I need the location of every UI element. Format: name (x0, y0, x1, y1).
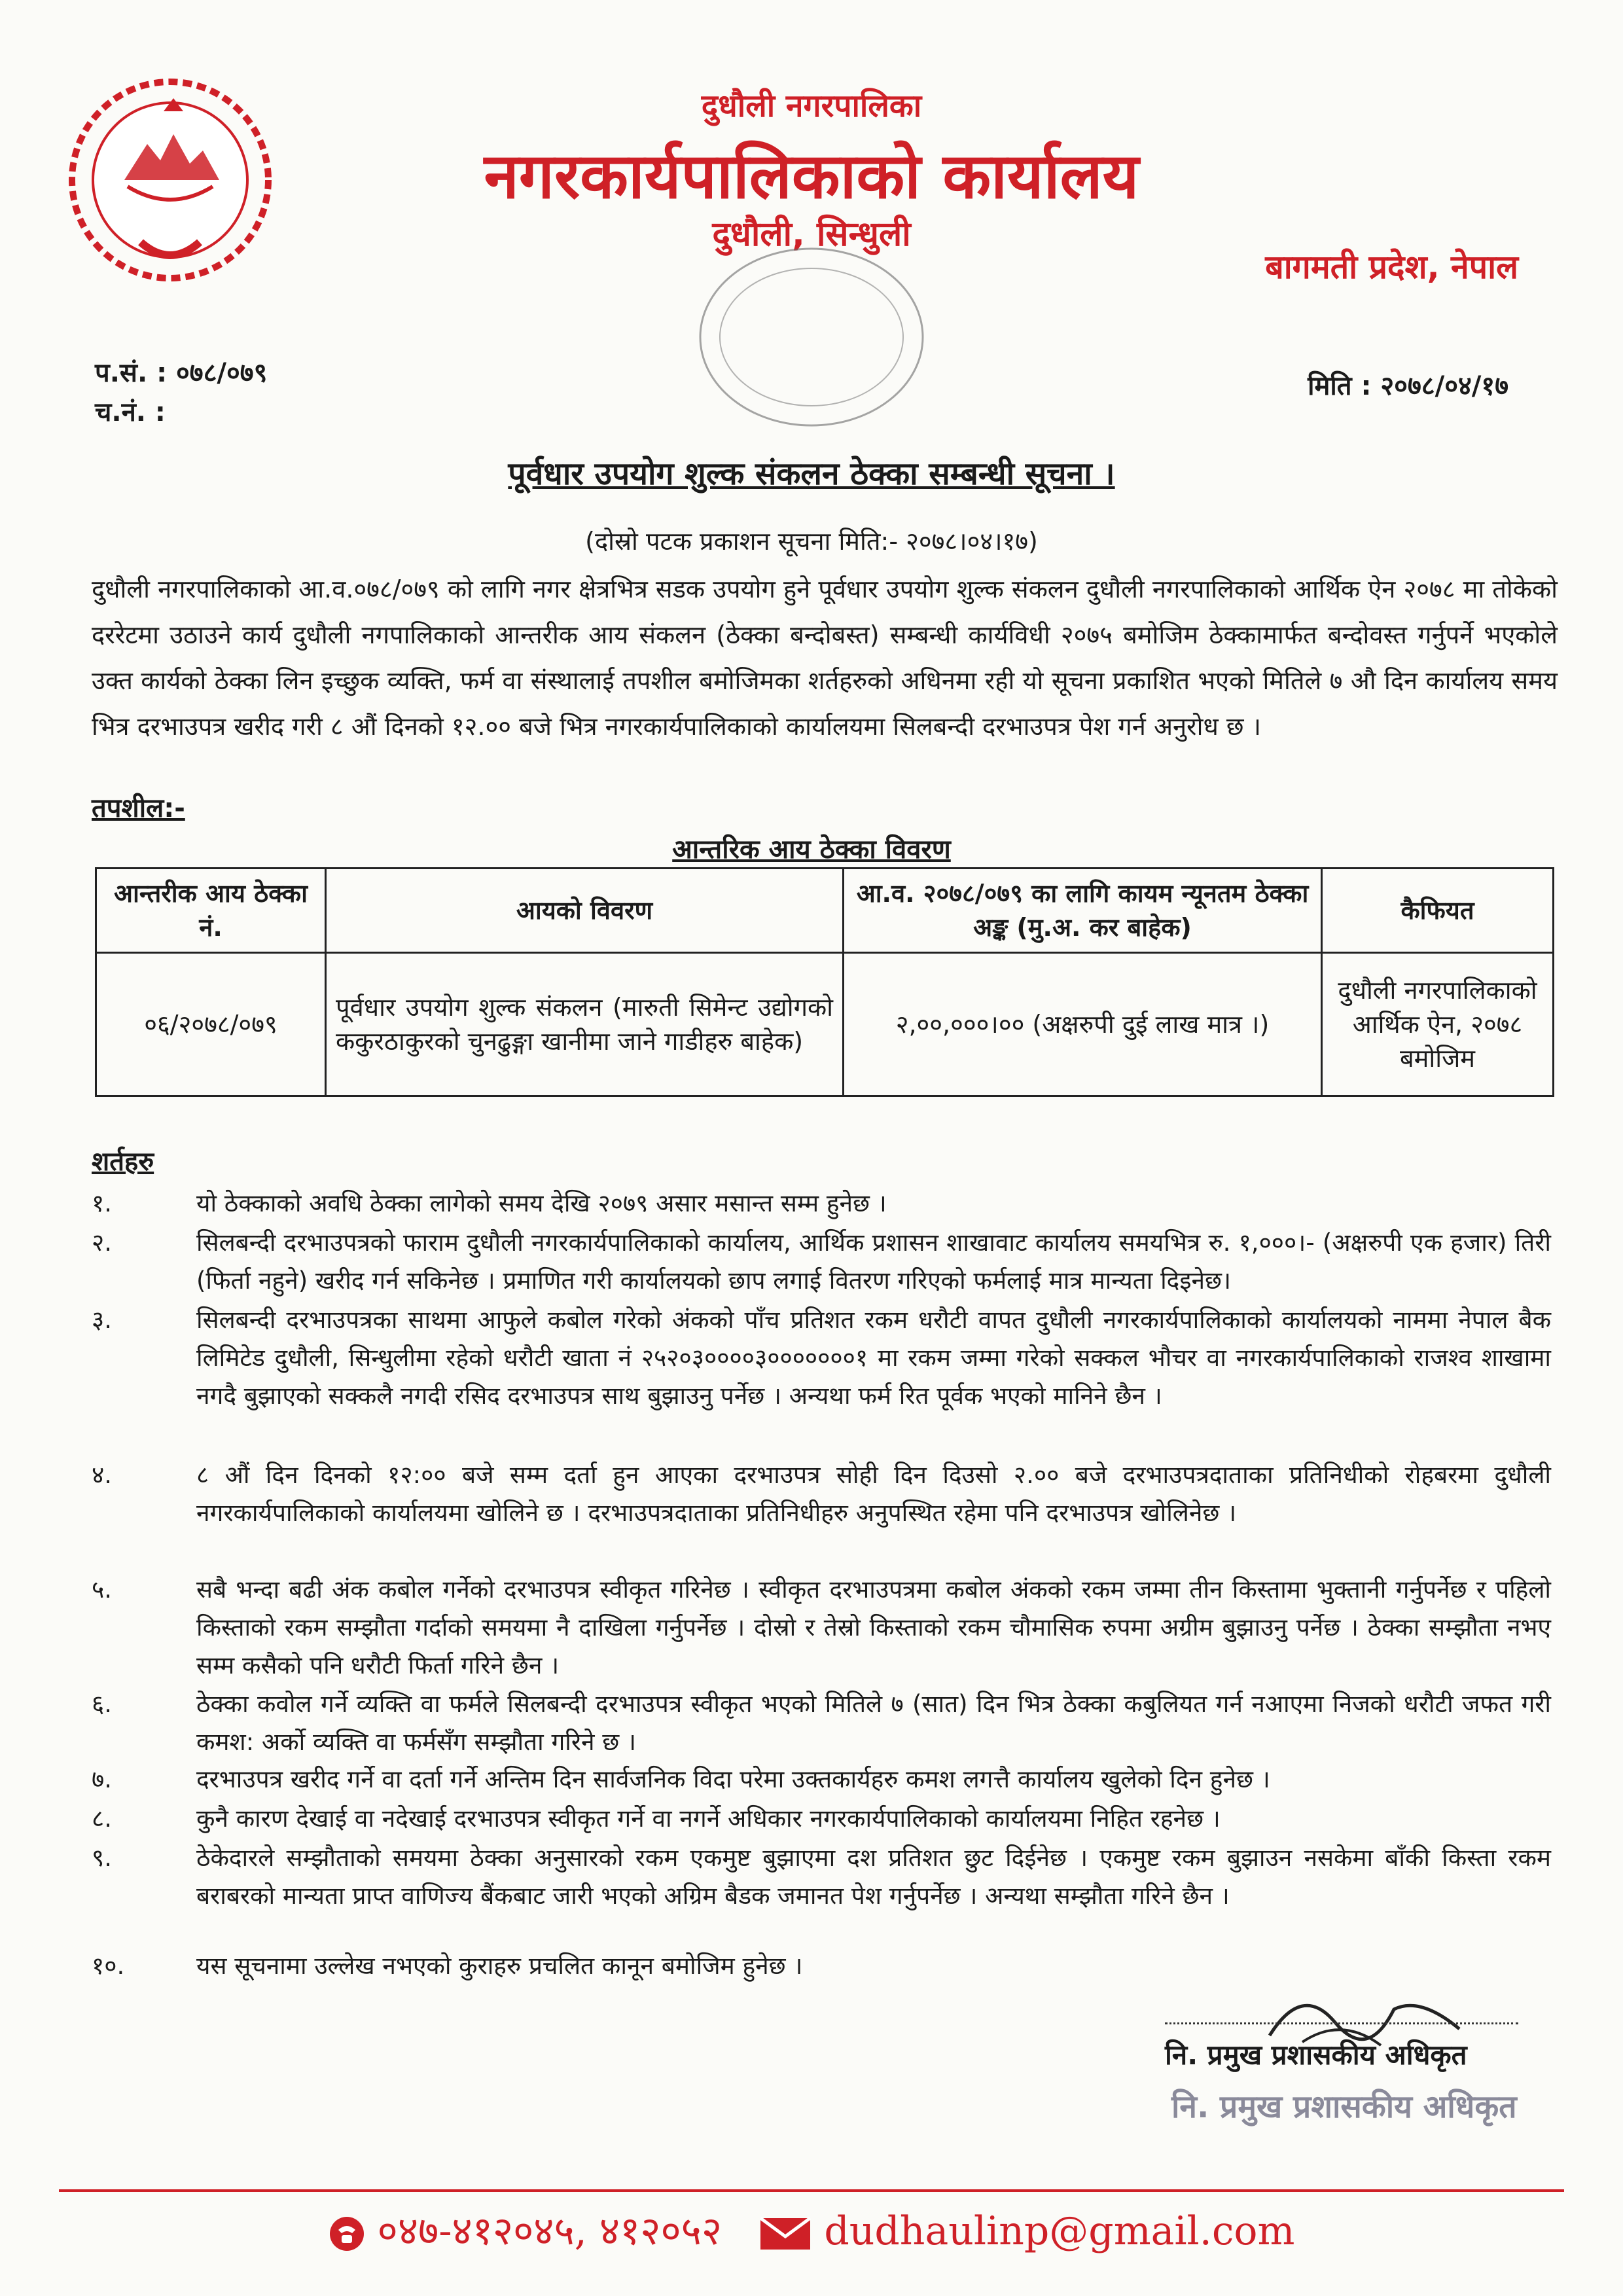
condition-text: दरभाउपत्र खरीद गर्ने वा दर्ता गर्ने अन्तिम दिन सार्वजनिक विदा परेमा उक्तकार्यहरु कमश लगत्तै कार्यालय खुलेको दिन हुनेछ । (196, 1765, 1270, 1793)
table-cell: २,००,०००।०० (अक्षरुपी दुई लाख मात्र ।) (844, 953, 1322, 1096)
dispatch-number: च.नं. : (95, 397, 166, 427)
stamp-text: प्रमुख प्रशासकीय अधिकृत (1220, 2089, 1517, 2125)
condition-number: ४. (92, 1461, 113, 1489)
reference-number: प.सं. : ०७८/०७९ (95, 358, 268, 388)
table-cell: दुधौली नगरपालिकाको आर्थिक ऐन, २०७८ बमोजिम (1322, 953, 1554, 1096)
table-header: कैफियत (1322, 869, 1554, 953)
table-row (96, 953, 1554, 1096)
condition-text: यस सूचनामा उल्लेख नभएको कुराहरु प्रचलित कानून बमोजिम हुनेछ । (196, 1952, 803, 1980)
notice-subject: पूर्वधार उपयोग शुल्क संकलन ठेक्का सम्बन्धी सूचना । (508, 456, 1115, 492)
signatory-prefix: नि. (1165, 2039, 1198, 2071)
condition-text: कुनै कारण देखाई वा नदेखाई दरभाउपत्र स्वीकृत गर्ने वा नगर्ने अधिकार नगरकार्यपालिकाको कार्यालयमा निहित रहनेछ । (196, 1804, 1221, 1833)
condition-number: १०. (92, 1952, 125, 1980)
condition-number: ६. (92, 1690, 113, 1718)
body-paragraph: दुधौली नगरपालिकाको आ.व.०७८/०७९ को लागि नगर क्षेत्रभित्र सडक उपयोग हुने पूर्वधार उपयोग शुल्क संकलन दुधौली नगरपालिकाको आर्थिक ऐन २०७८ मा तोकेको दररेटमा उठाउने कार्य दुधौली नगपालिकाको आन्तरीक आय संकलन (ठेक्का बन्दोबस्त) सम्बन्धी कार्यविधी २०७५ बमोजिम ठेक्कामार्फत बन्दोवस्त गर्नुपर्ने भएकोले उक्त कार्यको ठेक्का लिन इच्छुक व्यक्ति, फर्म वा संस्थालाई तपशील बमोजिमका शर्तहरुको अधिनमा रही यो सूचना प्रकाशित भएको मितिले ७ औ दिन कार्यालय समय भित्र दरभाउपत्र खरीद गरी ८ औं दिनको १२.०० बजे भित्र नगरकार्यपालिकाको कार्यालयमा सिलबन्दी दरभाउपत्र पेश गर्न अनुरोध छ । (92, 575, 1558, 741)
signature-line (1165, 2022, 1518, 2024)
publication-note: (दोस्रो पटक प्रकाशन सूचना मिति:- २०७८।०४।१७) (585, 527, 1038, 556)
condition-number: २. (92, 1229, 113, 1257)
province-label: बागमती प्रदेश, नेपाल (1265, 248, 1518, 286)
table-header: आन्तरीक आय ठेक्का नं. (96, 869, 326, 953)
notice-date: मिति : २०७८/०४/१७ (1308, 371, 1508, 401)
stamp-prefix: नि. (1171, 2089, 1209, 2125)
table-title: आन्तरिक आय ठेक्का विवरण (672, 834, 951, 865)
table-header: आयको विवरण (326, 869, 844, 953)
table-header-row (96, 869, 1554, 953)
footer-contact (0, 2202, 1623, 2256)
condition-text: यो ठेक्काको अवधि ठेक्का लागेको समय देखि २०७९ असार मसान्त सम्म हुनेछ । (196, 1189, 887, 1217)
contract-table (95, 867, 1554, 1097)
phone-icon (329, 2215, 365, 2252)
email-icon (759, 2215, 812, 2252)
condition-number: १. (92, 1189, 113, 1217)
office-location: दुधौली, सिन्धुली (712, 215, 911, 254)
footer-divider (59, 2189, 1564, 2192)
condition-text: सिलबन्दी दरभाउपत्रको फाराम दुधौली नगरकार्यपालिकाको कार्यालय, आर्थिक प्रशासन शाखावाट कार्यालय समयभित्र रु. १,०००।- (अक्षरुपी एक हजार) तिरी (फिर्ता नहुने) खरीद गर्न सकिनेछ । प्रमाणित गरी कार्यालयको छाप लगाई वितरण गरिएको फर्मलाई मात्र मान्यता दिइनेछ। (196, 1229, 1551, 1295)
condition-number: ९. (92, 1844, 113, 1872)
condition-text: सिलबन्दी दरभाउपत्रका साथमा आफुले कबोल गरेको अंकको पाँच प्रतिशत रकम धरौटी वापत दुधौली नगरकार्यपालिकाको कार्यालयको नाममा नेपाल बैक लिमिटेड दुधौली, सिन्धुलीमा रहेको धरौटी खाता नं २५२०३००००३०००००००१ मा रकम जम्मा गरेको सक्कल भौचर वा नगरकार्यपालिकाको राजश्व शाखामा नगदै बुझाएको सक्कलै नगदी रसिद दरभाउपत्र साथ बुझाउनु पर्नेछ । अन्यथा फर्म रित पूर्वक भएको मानिने छैन । (196, 1306, 1551, 1410)
condition-text: ८ औं दिन दिनको १२:०० बजे सम्म दर्ता हुन आएका दरभाउपत्र सोही दिन दिउसो २.०० बजे दरभाउपत्रदाताका प्रतिनिधीको रोहबरमा दुधौली नगरकार्यपालिकाको कार्यालयमा खोलिने छ । दरभाउपत्रदाताका प्रतिनिधीहरु अनुपस्थित रहेमा पनि दरभाउपत्र खोलिनेछ । (196, 1461, 1551, 1527)
signatory-title (1165, 2036, 1467, 2073)
phone-numbers: ०४७-४१२०४५, ४१२०५२ (377, 2208, 722, 2254)
condition-text: ठेकेदारले सम्झौताको समयमा ठेक्का अनुसारको रकम एकमुष्ट बुझाएमा दश प्रतिशत छुट दिईनेछ । एकमुष्ट रकम बुझाउन नसकेमा बाँकी किस्ता रकम बराबरको मान्यता प्राप्त वाणिज्य बैंकबाट जारी भएको अग्रिम बैडक जमानत पेश गर्नुपर्नेछ । अन्यथा सम्झौता गरिने छैन । (196, 1844, 1551, 1910)
table-cell: ०६/२०७८/०७९ (96, 953, 326, 1096)
condition-number: ५. (92, 1575, 113, 1604)
conditions-title: शर्तहरु (92, 1147, 154, 1177)
signatory-title-text: प्रमुख प्रशासकीय अधिकृत (1207, 2039, 1467, 2071)
office-seal-stamp (694, 242, 929, 432)
municipality-name: दुधौली नगरपालिका (701, 88, 922, 124)
email-address[interactable]: dudhaulinp@gmail.com (824, 2208, 1295, 2254)
condition-number: ८. (92, 1804, 113, 1833)
condition-text: ठेक्का कवोल गर्ने व्यक्ति वा फर्मले सिलबन्दी दरभाउपत्र स्वीकृत भएको मितिले ७ (सात) दिन भित्र ठेक्का कबुलियत गर्न नआएमा निजको धरौटी जफत गरी कमश: अर्को व्यक्ति वा फर्मसँग सम्झौता गरिने छ । (196, 1690, 1551, 1756)
table-cell: पूर्वधार उपयोग शुल्क संकलन (मारुती सिमेन्ट उद्योगको ककुरठाकुरको चुनढुङ्गा खानीमा जाने गाडीहरु बाहेक) (326, 953, 844, 1096)
table-header: आ.व. २०७८/०७९ का लागि कायम न्यूनतम ठेक्का अङ्क (मु.अ. कर बाहेक) (844, 869, 1322, 953)
details-label: तपशील:- (92, 793, 185, 823)
condition-number: ७. (92, 1765, 113, 1793)
condition-text: सबै भन्दा बढी अंक कबोल गर्नेको दरभाउपत्र स्वीकृत गरिनेछ । स्वीकृत दरभाउपत्रमा कबोल अंकको रकम जम्मा तीन किस्तामा भुक्तानी गर्नुपर्नेछ र पहिलो किस्ताको रकम सम्झौता गर्दाको समयमा नै दाखिला गर्नुपर्नेछ । दोस्रो र तेस्रो किस्ताको रकम चौमासिक रुपमा अग्रीम बुझाउनु पर्नेछ । ठेक्का सम्झौता नभए सम्म कसैको पनि धरौटी फिर्ता गरिने छैन । (196, 1575, 1551, 1679)
signatory-stamp (1171, 2085, 1517, 2127)
condition-number: ३. (92, 1306, 113, 1334)
office-title: नगरकार्यपालिकाको कार्यालय (484, 139, 1139, 213)
